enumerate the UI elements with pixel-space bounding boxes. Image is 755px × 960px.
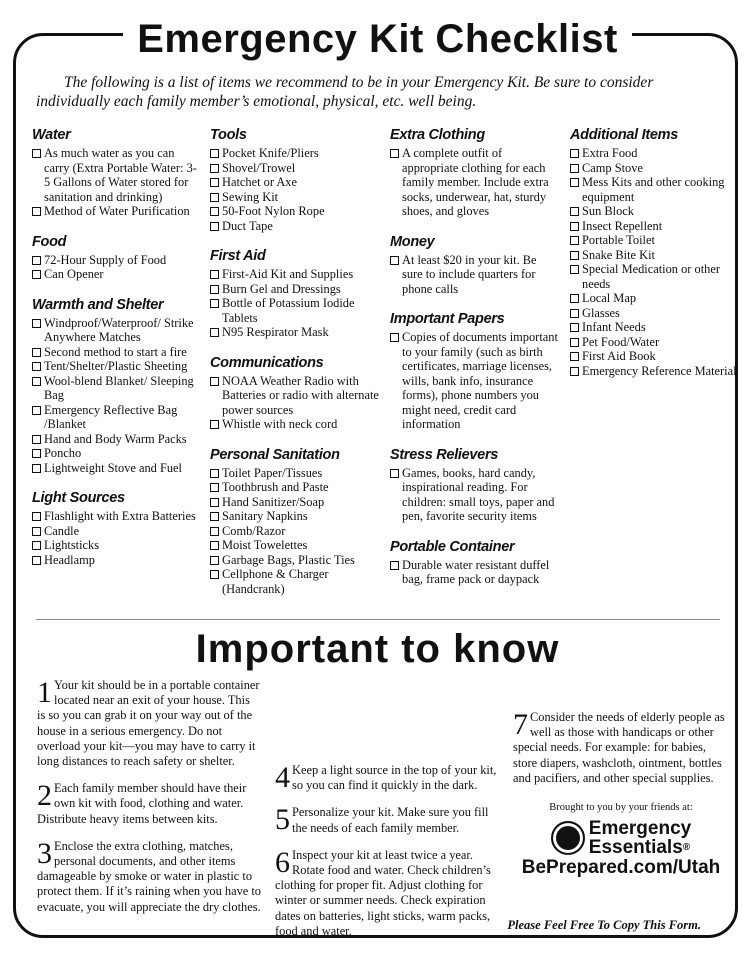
tip-number: 3 [37, 836, 52, 870]
checklist-item[interactable]: Wool-blend Blanket/ Sleeping Bag [32, 374, 202, 403]
checklist-item[interactable]: Toilet Paper/Tissues [210, 466, 380, 481]
checklist-item[interactable]: Local Map [570, 291, 740, 306]
checklist-column-1 [32, 126, 202, 581]
checklist-item[interactable]: Sewing Kit [210, 190, 380, 205]
checklist-section [32, 489, 202, 567]
checklist-section [390, 446, 560, 524]
checklist-item[interactable]: Extra Food [570, 146, 740, 161]
checklist-item[interactable]: Can Opener [32, 267, 202, 282]
checklist-item[interactable]: Method of Water Purification [32, 204, 202, 219]
checklist-item[interactable]: Insect Repellent [570, 219, 740, 234]
checklist-item[interactable]: Copies of documents important to your family (such as birth certificates, marriage licenses, wills, bank info, insurance forms), phone numbers you might need, credit card information [390, 330, 560, 432]
checklist [210, 374, 380, 432]
section-heading: Stress Relievers [390, 446, 499, 463]
checklist-item[interactable]: Moist Towelettes [210, 538, 380, 553]
section-heading: Extra Clothing [390, 127, 485, 143]
checklist [32, 316, 202, 476]
tip-number: 2 [37, 779, 52, 813]
tip-item [275, 805, 499, 835]
checklist-item[interactable]: Garbage Bags, Plastic Ties [210, 553, 380, 568]
tip-text: Keep a light source in the top of your kit, so you can find it quickly in the dark. [292, 763, 497, 793]
checklist-column-4 [570, 126, 740, 392]
page-title: Emergency Kit Checklist [0, 14, 755, 64]
checklist-item[interactable]: At least $20 in your kit. Be sure to include quarters for phone calls [390, 253, 560, 297]
checklist-section [210, 247, 380, 340]
tip-text: Inspect your kit at least twice a year. Rotate food and water. Check children’s clothing for proper fit. Adjust clothing for winter or summer needs. Check expiration dates on batteries, light sticks, warm packs, food and water. [275, 847, 491, 938]
checklist [390, 253, 560, 297]
checklist-section [32, 233, 202, 282]
tip-item [37, 678, 261, 769]
section-heading: Important Papers [390, 311, 505, 327]
checklist-item[interactable]: Second method to start a fire [32, 345, 202, 360]
checklist-item[interactable]: Toothbrush and Paste [210, 480, 380, 495]
important-title: Important to know [195, 627, 560, 671]
checklist-item[interactable]: Candle [32, 524, 202, 539]
checklist-item[interactable]: Hand and Body Warm Packs [32, 432, 202, 447]
section-heading: Communications [210, 354, 324, 371]
tip-item [37, 781, 261, 827]
checklist-item[interactable]: Tent/Shelter/Plastic Sheeting [32, 359, 202, 374]
checklist [390, 330, 560, 432]
footer-note: Please Feel Free To Copy This Form. [507, 918, 701, 932]
checklist [210, 267, 380, 340]
checklist-item[interactable]: Windproof/Waterproof/ Strike Anywhere Matches [32, 316, 202, 345]
intro-text: The following is a list of items we recommend to be in your Emergency Kit. Be sure to consider individually each family member’s emotional, physical, etc. well being. [36, 74, 654, 110]
website-link[interactable]: BePrepared.com/Utah [521, 857, 721, 879]
section-heading: Additional Items [570, 127, 678, 143]
section-heading: Light Sources [32, 490, 125, 506]
checklist-item[interactable]: Burn Gel and Dressings [210, 282, 380, 297]
section-heading: Warmth and Shelter [32, 296, 164, 313]
tip-item [275, 845, 499, 939]
checklist [32, 509, 202, 567]
checklist-item[interactable]: Portable Toilet [570, 233, 740, 248]
checklist [390, 146, 560, 219]
checklist-item[interactable]: Poncho [32, 446, 202, 461]
section-heading: Portable Container [390, 538, 515, 555]
tip-number: 1 [37, 676, 52, 709]
checklist-item[interactable]: Whistle with neck cord [210, 417, 380, 432]
checklist-section [210, 354, 380, 432]
checklist-item[interactable]: A complete outfit of appropriate clothing for each family member. Include extra socks, underwear, hat, sturdy shoes, and gloves [390, 146, 560, 219]
brought-by-text: Brought to you by your friends at: [549, 802, 693, 814]
checklist-item[interactable]: N95 Respirator Mask [210, 325, 380, 340]
tip-number: 5 [275, 803, 290, 837]
checklist-column-3 [390, 126, 560, 601]
checklist-item[interactable]: Emergency Reflective Bag /Blanket [32, 403, 202, 432]
checklist-item[interactable]: Headlamp [32, 553, 202, 568]
checklist-item[interactable]: Sun Block [570, 204, 740, 219]
checklist-item[interactable]: Camp Stove [570, 161, 740, 176]
checklist [32, 146, 202, 219]
section-heading: Water [32, 127, 71, 143]
checklist-item[interactable]: Emergency Reference Material [570, 364, 740, 379]
tips-column-3 [513, 708, 729, 879]
tip-text: Enclose the extra clothing, matches, personal documents, and other items damageable by smoke or water in plastic to protect them. If it’s raining when you have to evacuate, you will appreciate the dry clothes. [37, 838, 262, 914]
brand-registered-mark: ® [682, 842, 691, 854]
checklist-item[interactable]: Lightsticks [32, 538, 202, 553]
checklist-section [390, 126, 560, 219]
brand-line-2: Essentials [588, 837, 683, 859]
checklist-item[interactable]: Comb/Razor [210, 524, 380, 539]
tip-item [513, 710, 729, 786]
checklist-column-2 [210, 126, 380, 610]
checklist-section [390, 538, 560, 587]
checklist-item[interactable]: Pocket Knife/Pliers [210, 146, 380, 161]
checklist-item[interactable]: Special Medication or other needs [570, 262, 740, 291]
section-heading: Food [32, 233, 67, 250]
checklist-section [210, 446, 380, 597]
checklist [570, 146, 740, 378]
checklist-item[interactable]: Durable water resistant duffel bag, frame pack or daypack [390, 558, 560, 587]
tips-column-2 [275, 763, 499, 951]
checklist-item[interactable]: Games, books, hard candy, inspirational reading. For children: small toys, paper and pen, favorite security items [390, 466, 560, 524]
tips-column-1 [37, 678, 261, 915]
checklist-section [570, 126, 740, 378]
tip-text: Consider the needs of elderly people as well as those with handicaps or other special needs. For example: for babies, store diapers, washcloth, ointment, bottles and pacifiers, and other special supplies. [513, 710, 725, 785]
checklist [32, 253, 202, 282]
tip-number: 7 [513, 708, 528, 741]
checklist-section [390, 310, 560, 432]
checklist-item[interactable]: Mess Kits and other cooking equipment [570, 175, 740, 204]
brand-line-1: Emergency [588, 818, 692, 840]
brand-name [589, 819, 691, 857]
tip-item [37, 836, 262, 915]
tip-text: Personalize your kit. Make sure you fill the needs of each family member. [292, 805, 489, 835]
tip-text: Your kit should be in a portable container located near an exit of your house. This is so you can grab it on your way out of the house in a serious emergency. Do not overload your kit—you may have to carry it long distances to reach safety or shelter. [37, 678, 260, 769]
checklist-item[interactable]: Duct Tape [210, 219, 380, 234]
brand-logo [513, 819, 729, 857]
checklist-section [32, 126, 202, 219]
checklist-item[interactable]: Snake Bite Kit [570, 248, 740, 263]
tip-item [275, 763, 499, 793]
checklist-item[interactable]: Cellphone & Charger (Handcrank) [210, 567, 380, 596]
checklist-section [32, 296, 202, 476]
checklist-item[interactable]: First Aid Book [570, 349, 740, 364]
checklist-item[interactable]: Hand Sanitizer/Soap [210, 495, 380, 510]
tip-number: 6 [275, 845, 290, 879]
checklist-item[interactable]: First-Aid Kit and Supplies [210, 267, 380, 282]
section-heading: Money [390, 233, 435, 250]
section-heading: First Aid [210, 248, 266, 264]
checklist-item[interactable]: Bottle of Potassium Iodide Tablets [210, 296, 380, 325]
checklist-item[interactable]: Glasses [570, 306, 740, 321]
checklist-section [390, 233, 560, 297]
checklist-item[interactable]: 72-Hour Supply of Food [32, 253, 202, 268]
checklist [390, 466, 560, 524]
checklist-section [210, 126, 380, 233]
checklist-item[interactable]: Sanitary Napkins [210, 509, 380, 524]
checklist-item[interactable]: Lightweight Stove and Fuel [32, 461, 202, 476]
checklist-item[interactable]: Shovel/Trowel [210, 161, 380, 176]
checklist-item[interactable]: 50-Foot Nylon Rope [210, 204, 380, 219]
checklist [210, 146, 380, 233]
checklist-item[interactable]: NOAA Weather Radio with Batteries or radio with alternate power sources [210, 374, 380, 418]
checklist-item[interactable]: Flashlight with Extra Batteries [32, 509, 202, 524]
checklist [390, 558, 560, 587]
tip-number: 4 [275, 761, 290, 794]
checklist-item[interactable]: As much water as you can carry (Extra Portable Water: 3-5 Gallons of Water stored for sanitation and drinking) [32, 146, 202, 204]
tip-text: Each family member should have their own kit with food, clothing and water. Distribute heavy items between kits. [37, 781, 247, 826]
checklist-item[interactable]: Pet Food/Water [570, 335, 740, 350]
section-heading: Personal Sanitation [210, 446, 340, 463]
checklist-item[interactable]: Infant Needs [570, 320, 740, 335]
checklist-item[interactable]: Hatchet or Axe [210, 175, 380, 190]
section-heading: Tools [210, 127, 247, 143]
brand-seal-icon [551, 821, 585, 855]
section-divider [36, 619, 720, 620]
checklist [210, 466, 380, 597]
